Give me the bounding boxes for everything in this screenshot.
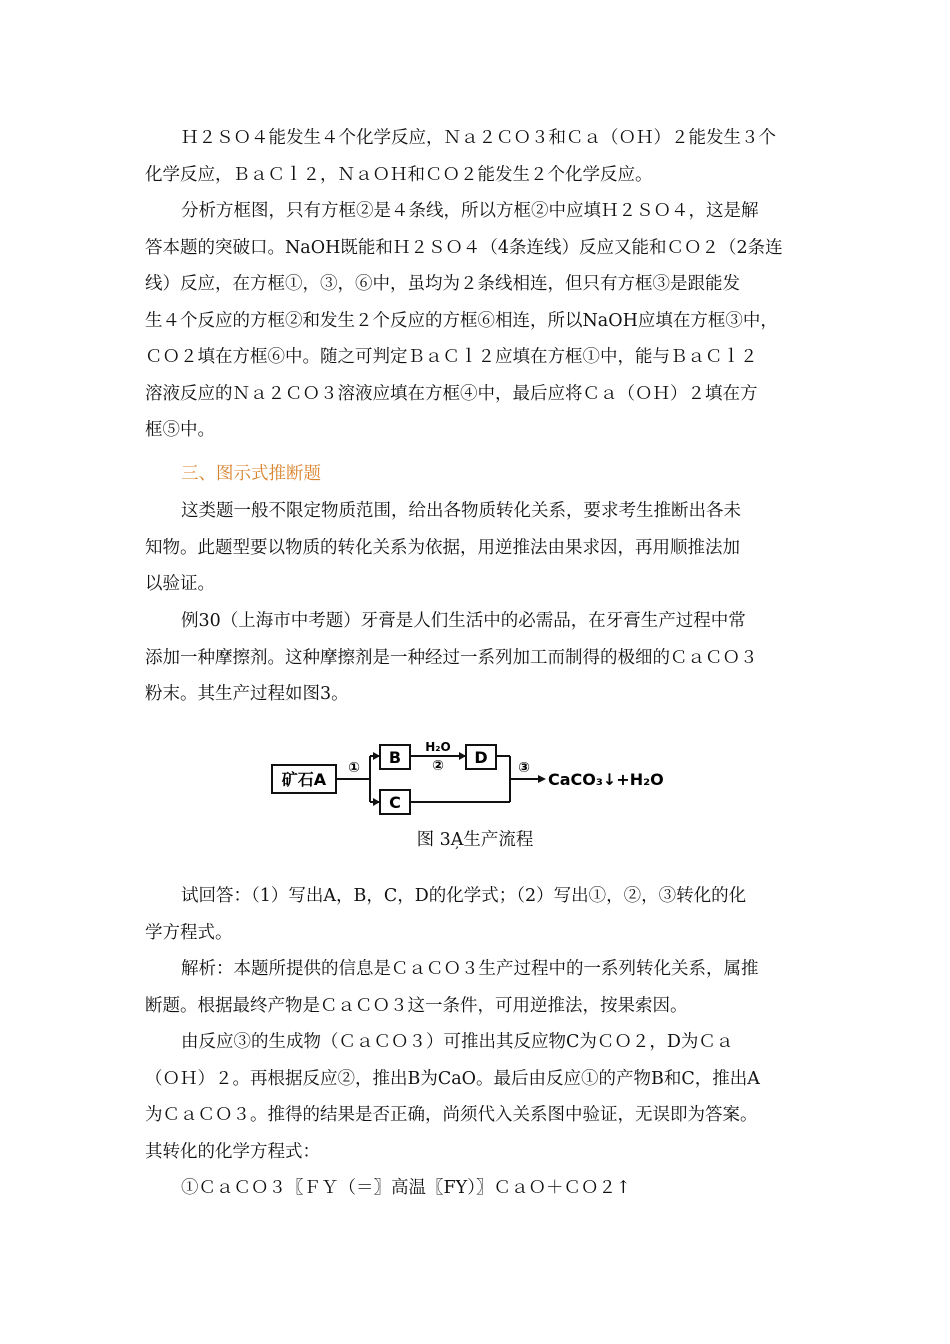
text-line: 添加一种摩擦剂。这种摩擦剂是一种经过一系列加工而制得的极细的ＣａＣＯ３	[145, 647, 758, 668]
figure-caption: 图 3A̦生产流程	[416, 830, 534, 850]
text-line: Ｈ２ＳＯ４能发生４个化学反应，Ｎａ２ＣＯ３和Ｃａ（ＯＨ）２能发生３个	[181, 128, 776, 148]
paragraph-example	[145, 603, 810, 713]
box-b-label: B	[388, 748, 402, 767]
text-line: 以验证。	[145, 574, 215, 594]
section-heading-text: 三、图示式推断题	[181, 464, 321, 484]
step-1-label: ①	[348, 760, 360, 776]
section-heading	[145, 456, 810, 493]
equation-line: ①ＣａＣＯ３〖ＦＹ（＝〗高温〖FY）〗ＣａＯ＋ＣＯ２↑	[181, 1178, 631, 1198]
text-line: 答本题的突破口。NaOH既能和Ｈ２ＳＯ４（4条连线）反应又能和ＣＯ２（2条连	[145, 237, 783, 258]
text-line: 其转化的化学方程式：	[145, 1141, 320, 1162]
ore-label: 矿石A	[281, 770, 327, 789]
arrow-to-c	[373, 798, 380, 806]
paragraph-section-intro	[145, 493, 810, 603]
text-line: 学方程式。	[145, 922, 233, 943]
text-line: 线）反应，在方框①，③，⑥中，虽均为２条线相连，但只有方框③是跟能发	[145, 274, 740, 294]
product-label: CaCO₃↓+H₂O	[548, 770, 664, 789]
text-line: 解析：本题所提供的信息是ＣａＣＯ３生产过程中的一系列转化关系，属推	[181, 959, 759, 979]
text-line: 生４个反应的方框②和发生２个反应的方框⑥相连，所以NaOH应填在方框③中，	[145, 310, 778, 331]
step-3-label: ③	[518, 760, 530, 776]
arrow-to-product	[538, 775, 546, 783]
arrow-to-d	[459, 752, 466, 760]
box-d-label: D	[474, 748, 488, 767]
text-line: 分析方框图，只有方框②是４条线，所以方框②中应填Ｈ２ＳＯ４，这是解	[181, 201, 759, 221]
text-line: （ＯＨ）２。再根据反应②，推出B为CaO。最后由反应①的产物B和C，推出A	[145, 1068, 760, 1089]
paragraph-questions	[145, 878, 810, 951]
box-c-label: C	[389, 793, 401, 812]
text-line: 由反应③的生成物（ＣａＣＯ３）可推出其反应物C为ＣＯ２，D为Ｃａ	[181, 1032, 734, 1052]
text-line: 框⑤中。	[145, 420, 215, 440]
text-line: 知物。此题型要以物质的转化关系为依据，用逆推法由果求因，再用顺推法加	[145, 537, 740, 558]
text-line: 粉末。其生产过程如图3。	[145, 684, 349, 704]
text-line: 断题。根据最终产物是ＣａＣＯ３这一条件，可用逆推法，按果索因。	[145, 995, 688, 1016]
text-line: 溶液反应的Ｎａ２ＣＯ３溶液应填在方框④中，最后应将Ｃａ（ＯＨ）２填在方	[145, 383, 758, 404]
paragraph-analysis	[145, 951, 810, 1024]
text-line: ＣＯ２填在方框⑥中。随之可判定ＢａＣｌ２应填在方框①中，能与ＢａＣｌ２	[145, 347, 758, 367]
paragraph-reaction-counts	[145, 120, 810, 193]
production-flow-diagram	[270, 742, 690, 832]
text-line: 为ＣａＣＯ３。推得的结果是否正确，尚须代入关系图中验证，无误即为答案。	[145, 1105, 758, 1125]
step-2-label: ②	[432, 758, 444, 774]
text-line: 化学反应，ＢａＣｌ２，ＮａＯＨ和ＣＯ２能发生２个化学反应。	[145, 164, 653, 185]
text-line: 这类题一般不限定物质范围，给出各物质转化关系，要求考生推断出各未	[181, 501, 741, 521]
paragraph-equation	[145, 1170, 810, 1207]
paragraph-deduction	[145, 1024, 810, 1170]
arrow-to-b	[373, 752, 380, 760]
text-line: 例30（上海市中考题）牙膏是人们生活中的必需品，在牙膏生产过程中常	[181, 611, 746, 631]
water-label: H₂O	[425, 742, 451, 754]
text-line: 试回答：（1）写出A，B，C，D的化学式；（2）写出①，②，③转化的化	[181, 886, 747, 906]
paragraph-box-analysis	[145, 193, 810, 449]
